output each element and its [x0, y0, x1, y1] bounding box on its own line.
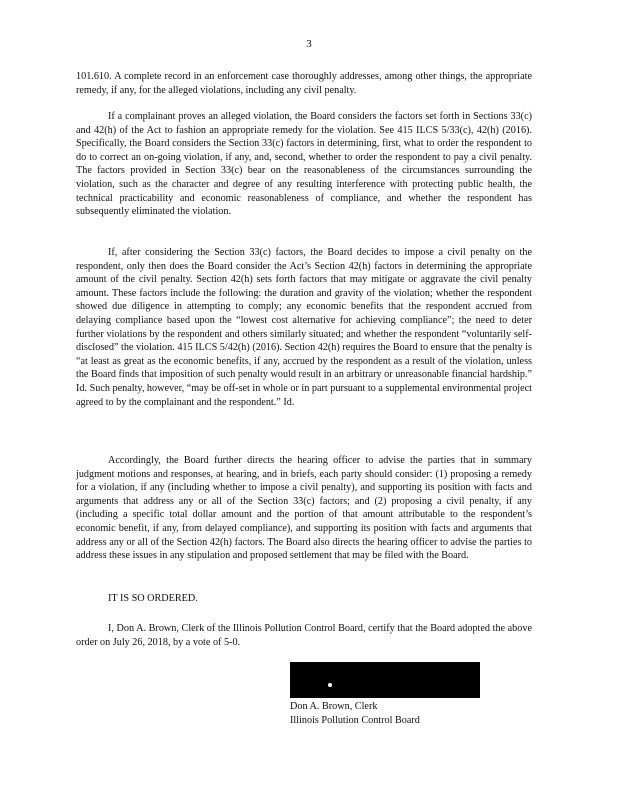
signature-block — [290, 700, 420, 728]
signatory-organization: Illinois Pollution Control Board — [290, 715, 420, 726]
remedy-record-paragraph — [76, 70, 532, 97]
so-ordered-line — [76, 592, 532, 606]
paragraph-text: 101.610. A complete record in an enforcement case thoroughly addresses, among other things, the appropriate remedy, if any, for the alleged violations, including any civil penalty. — [76, 71, 532, 96]
paragraph-text: Accordingly, the Board further directs the hearing officer to advise the parties that in summary judgment motions and responses, at hearing, and in briefs, each party should consider: (1) proposing a remedy for a violation, if any (including whether to impose a civil penalty), and supporting its position with facts and arguments that address any or all of the Section 33(c) factors; and (2) proposing a civil penalty, if any (including a specific total dollar amount and the portion of that amount attributable to the respondent’s economic benefit, if any, from delayed compliance), and supporting its position with facts and arguments that address any or all of the Section 42(h) factors. The Board also directs the hearing officer to advise the parties to address these issues in any stipulation and proposed settlement that may be filed with the Board. — [76, 455, 532, 562]
hearing-officer-directions-paragraph — [76, 454, 532, 563]
section-42h-paragraph — [76, 246, 532, 409]
paragraph-text: If, after considering the Section 33(c) factors, the Board decides to impose a civil penalty on the respondent, only then does the Board consider the Act’s Section 42(h) factors in determining the appropriate amount of the civil penalty. Section 42(h) sets forth factors that may mitigate or aggravate the civil penalty amount. These factors include the following: the duration and gravity of the violation; whether the respondent showed due diligence in attempting to comply; any economic benefits that the respondent accrued from delaying compliance based upon the “lowest cost alternative for achieving compliance”; the need to deter further violations by the respondent and others similarly situated; and whether the respondent “voluntarily self-disclosed” the violation. 415 ILCS 5/42(h) (2016). Section 42(h) requires the Board to ensure that the penalty is “at least as great as the economic benefits, if any, accrued by the respondent as a result of the violation, unless the Board finds that imposition of such penalty would result in an arbitrary or unreasonable financial hardship.” Id. Such penalty, however, “may be off-set in whole or in part pursuant to a supplemental environmental project agreed to by the complainant and the respondent.” Id. — [76, 247, 532, 408]
paragraph-text: If a complainant proves an alleged violation, the Board considers the factors set forth in Sections 33(c) and 42(h) of the Act to fashion an appropriate remedy for the violation. See 415 ILCS 5/33(c), 42(h) (2016). Specifically, the Board considers the Section 33(c) factors in determining, first, what to order the respondent to do to correct an on-going violation, if any, and, second, whether to order the respondent to pay a civil penalty. The factors provided in Section 33(c) bear on the reasonableness of the circumstances surrounding the violation, such as the character and degree of any resulting interference with protecting public health, the technical practicability and economic reasonableness of compliance, and whether the respondent has subsequently eliminated the violation. — [76, 111, 532, 218]
certification-text: I, Don A. Brown, Clerk of the Illinois Pollution Control Board, certify that the Board adopted the above order on July 26, 2018, by a vote of 5-0. — [76, 623, 532, 648]
clerk-certification-paragraph — [76, 622, 532, 649]
page-number: 3 — [306, 38, 312, 50]
so-ordered-text: IT IS SO ORDERED. — [108, 593, 198, 604]
section-33c-paragraph — [76, 110, 532, 219]
signature-mark — [328, 683, 332, 687]
redacted-signature — [290, 662, 480, 698]
signatory-name: Don A. Brown, Clerk — [290, 701, 378, 712]
